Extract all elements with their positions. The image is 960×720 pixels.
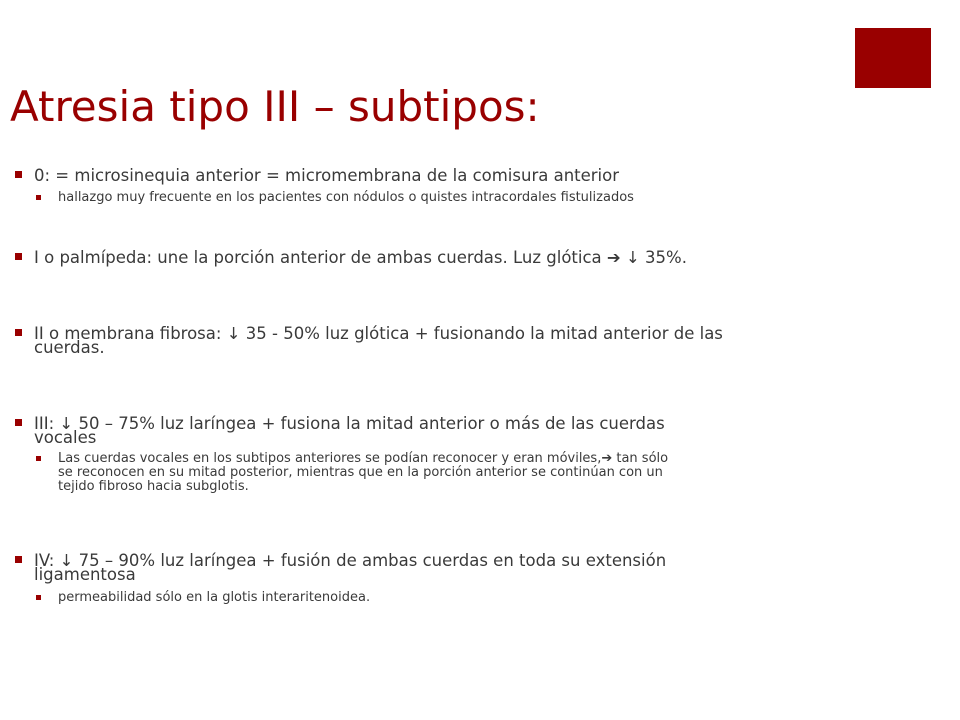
list-item-text: [34, 324, 723, 343]
list-item-body: : = microsinequia anterior = micromembrana de la comisura anterior: [44, 166, 620, 185]
sub-item-text: permeabilidad sólo en la glotis interaritenoidea.: [58, 590, 371, 605]
sub-bullet-marker: [36, 595, 41, 600]
list-item-body: : une la porción anterior de ambas cuerdas. Luz glótica ➔ ↓ 35%.: [146, 248, 687, 267]
list-item-text-continuation: vocales: [34, 428, 97, 447]
sub-item-text-continuation: se reconocen en su mitad posterior, mientras que en la porción anterior se continúan con un: [58, 465, 663, 480]
list-item-text: [34, 248, 687, 267]
sub-item-text: hallazgo muy frecuente en los pacientes con nódulos o quistes intracordales fistulizados: [58, 190, 634, 205]
sub-bullet-marker: [36, 195, 41, 200]
sub-bullet-marker: [36, 456, 41, 461]
bullet-marker: [15, 329, 22, 336]
accent-square: [855, 28, 931, 88]
list-item-lead: II o membrana fibrosa: [34, 324, 216, 343]
list-item-text-continuation: ligamentosa: [34, 565, 136, 584]
list-item-text: IV: ↓ 75 – 90% luz laríngea + fusión de ambas cuerdas en toda su extensión: [34, 551, 667, 570]
list-item-text: III: ↓ 50 – 75% luz laríngea + fusiona la mitad anterior o más de las cuerdas: [34, 414, 665, 433]
sub-item-text-continuation: tejido fibroso hacia subglotis.: [58, 479, 249, 494]
bullet-marker: [15, 556, 22, 563]
bullet-marker: [15, 253, 22, 260]
bullet-marker: [15, 171, 22, 178]
list-item-text: [34, 166, 620, 185]
list-item-lead: 0: [34, 166, 45, 185]
slide-title: Atresia tipo III – subtipos:: [10, 82, 540, 131]
bullet-marker: [15, 419, 22, 426]
list-item-text-continuation: cuerdas.: [34, 338, 105, 357]
list-item-lead: I o palmípeda: [34, 248, 147, 267]
list-item-body: : ↓ 35 - 50% luz glótica + fusionando la mitad anterior de las: [215, 324, 723, 343]
sub-item-text: Las cuerdas vocales en los subtipos anteriores se podían reconocer y eran móviles,➔ tan sólo: [58, 451, 669, 466]
